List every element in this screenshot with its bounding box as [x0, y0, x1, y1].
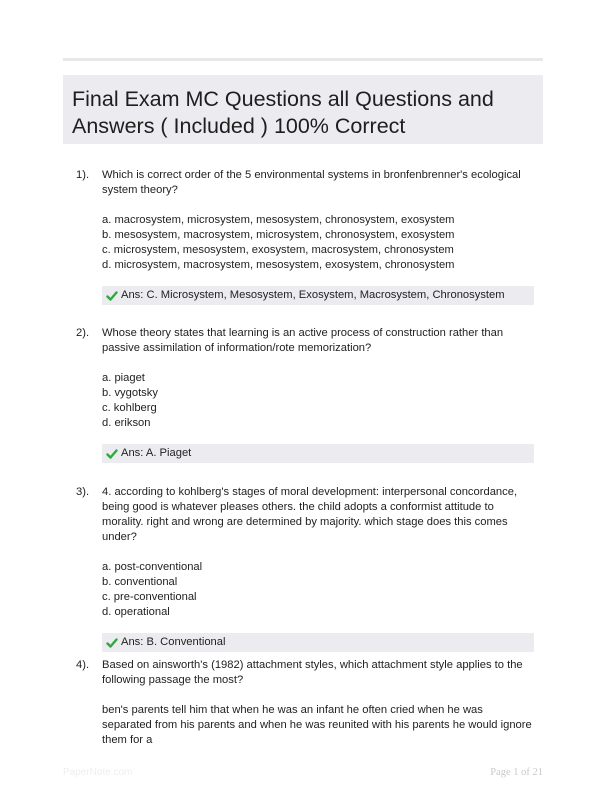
- question-passage: ben's parents tell him that when he was an infant he often cried when he was separated from his parents and when he was reunited with his parents he would ignore them for a: [102, 704, 532, 746]
- question-paragraph: Whose theory states that learning is an active process of construction rather than passive assimilation of information/rote memorization?: [102, 327, 504, 354]
- answer-box: [102, 633, 534, 652]
- option-a: a. post-conventional: [102, 561, 203, 573]
- answer-text: Ans: B. Conventional: [121, 636, 226, 648]
- question-text: [102, 326, 534, 356]
- option-c: c. microsystem, mesosystem, exosystem, macrosystem, chronosystem: [102, 244, 454, 256]
- options-list: [102, 371, 534, 431]
- question-body: [102, 326, 534, 463]
- options-list: [102, 213, 534, 273]
- title-banner: [63, 75, 543, 144]
- option-b: b. mesosystem, macrosystem, microsystem, chronosystem, exosystem: [102, 229, 455, 241]
- option-c: c. kohlberg: [102, 402, 157, 414]
- check-icon: [106, 448, 118, 460]
- question-text: [102, 658, 534, 748]
- option-a: a. piaget: [102, 372, 145, 384]
- answer-text: Ans: C. Microsystem, Mesosystem, Exosystem, Macrosystem, Chronosystem: [121, 289, 505, 301]
- question-paragraph: 4. according to kohlberg's stages of moral development: interpersonal concordance, being good is whatever pleases others. the child adopts a conformist attitude to morality. right and wrong are determined by majority. which stage does this comes under?: [102, 486, 518, 543]
- question-number: 3).: [76, 486, 90, 498]
- answer-text: Ans: A. Piaget: [121, 447, 192, 459]
- option-b: b. vygotsky: [102, 387, 158, 399]
- question-text: [102, 168, 534, 198]
- question-text: [102, 485, 534, 545]
- question-body: [102, 485, 534, 652]
- answer-box: [102, 444, 534, 463]
- question-number: 2).: [76, 327, 90, 339]
- options-list: [102, 560, 534, 620]
- question-number: 4).: [76, 659, 90, 671]
- question-paragraph: Based on ainsworth's (1982) attachment styles, which attachment style applies to the following passage the most?: [102, 659, 523, 686]
- question-body: [102, 658, 534, 763]
- footer-site: PaperNote.com: [63, 767, 133, 778]
- option-c: c. pre-conventional: [102, 591, 197, 603]
- question-paragraph: Which is correct order of the 5 environmental systems in bronfenbrenner's ecological system theory?: [102, 169, 521, 196]
- page-number: Page 1 of 21: [490, 767, 543, 778]
- option-d: d. operational: [102, 606, 170, 618]
- option-b: b. conventional: [102, 576, 178, 588]
- option-a: a. macrosystem, microsystem, mesosystem, chronosystem, exosystem: [102, 214, 455, 226]
- question-body: [102, 168, 534, 305]
- check-icon: [106, 637, 118, 649]
- option-d: d. erikson: [102, 417, 151, 429]
- top-divider: [63, 58, 543, 61]
- option-d: d. microsystem, macrosystem, mesosystem, exosystem, chronosystem: [102, 259, 455, 271]
- question-number: 1).: [76, 169, 90, 181]
- answer-box: [102, 286, 534, 305]
- document-title: Final Exam MC Questions all Questions and Answers ( Included ) 100% Correct: [72, 87, 494, 138]
- check-icon: [106, 290, 118, 302]
